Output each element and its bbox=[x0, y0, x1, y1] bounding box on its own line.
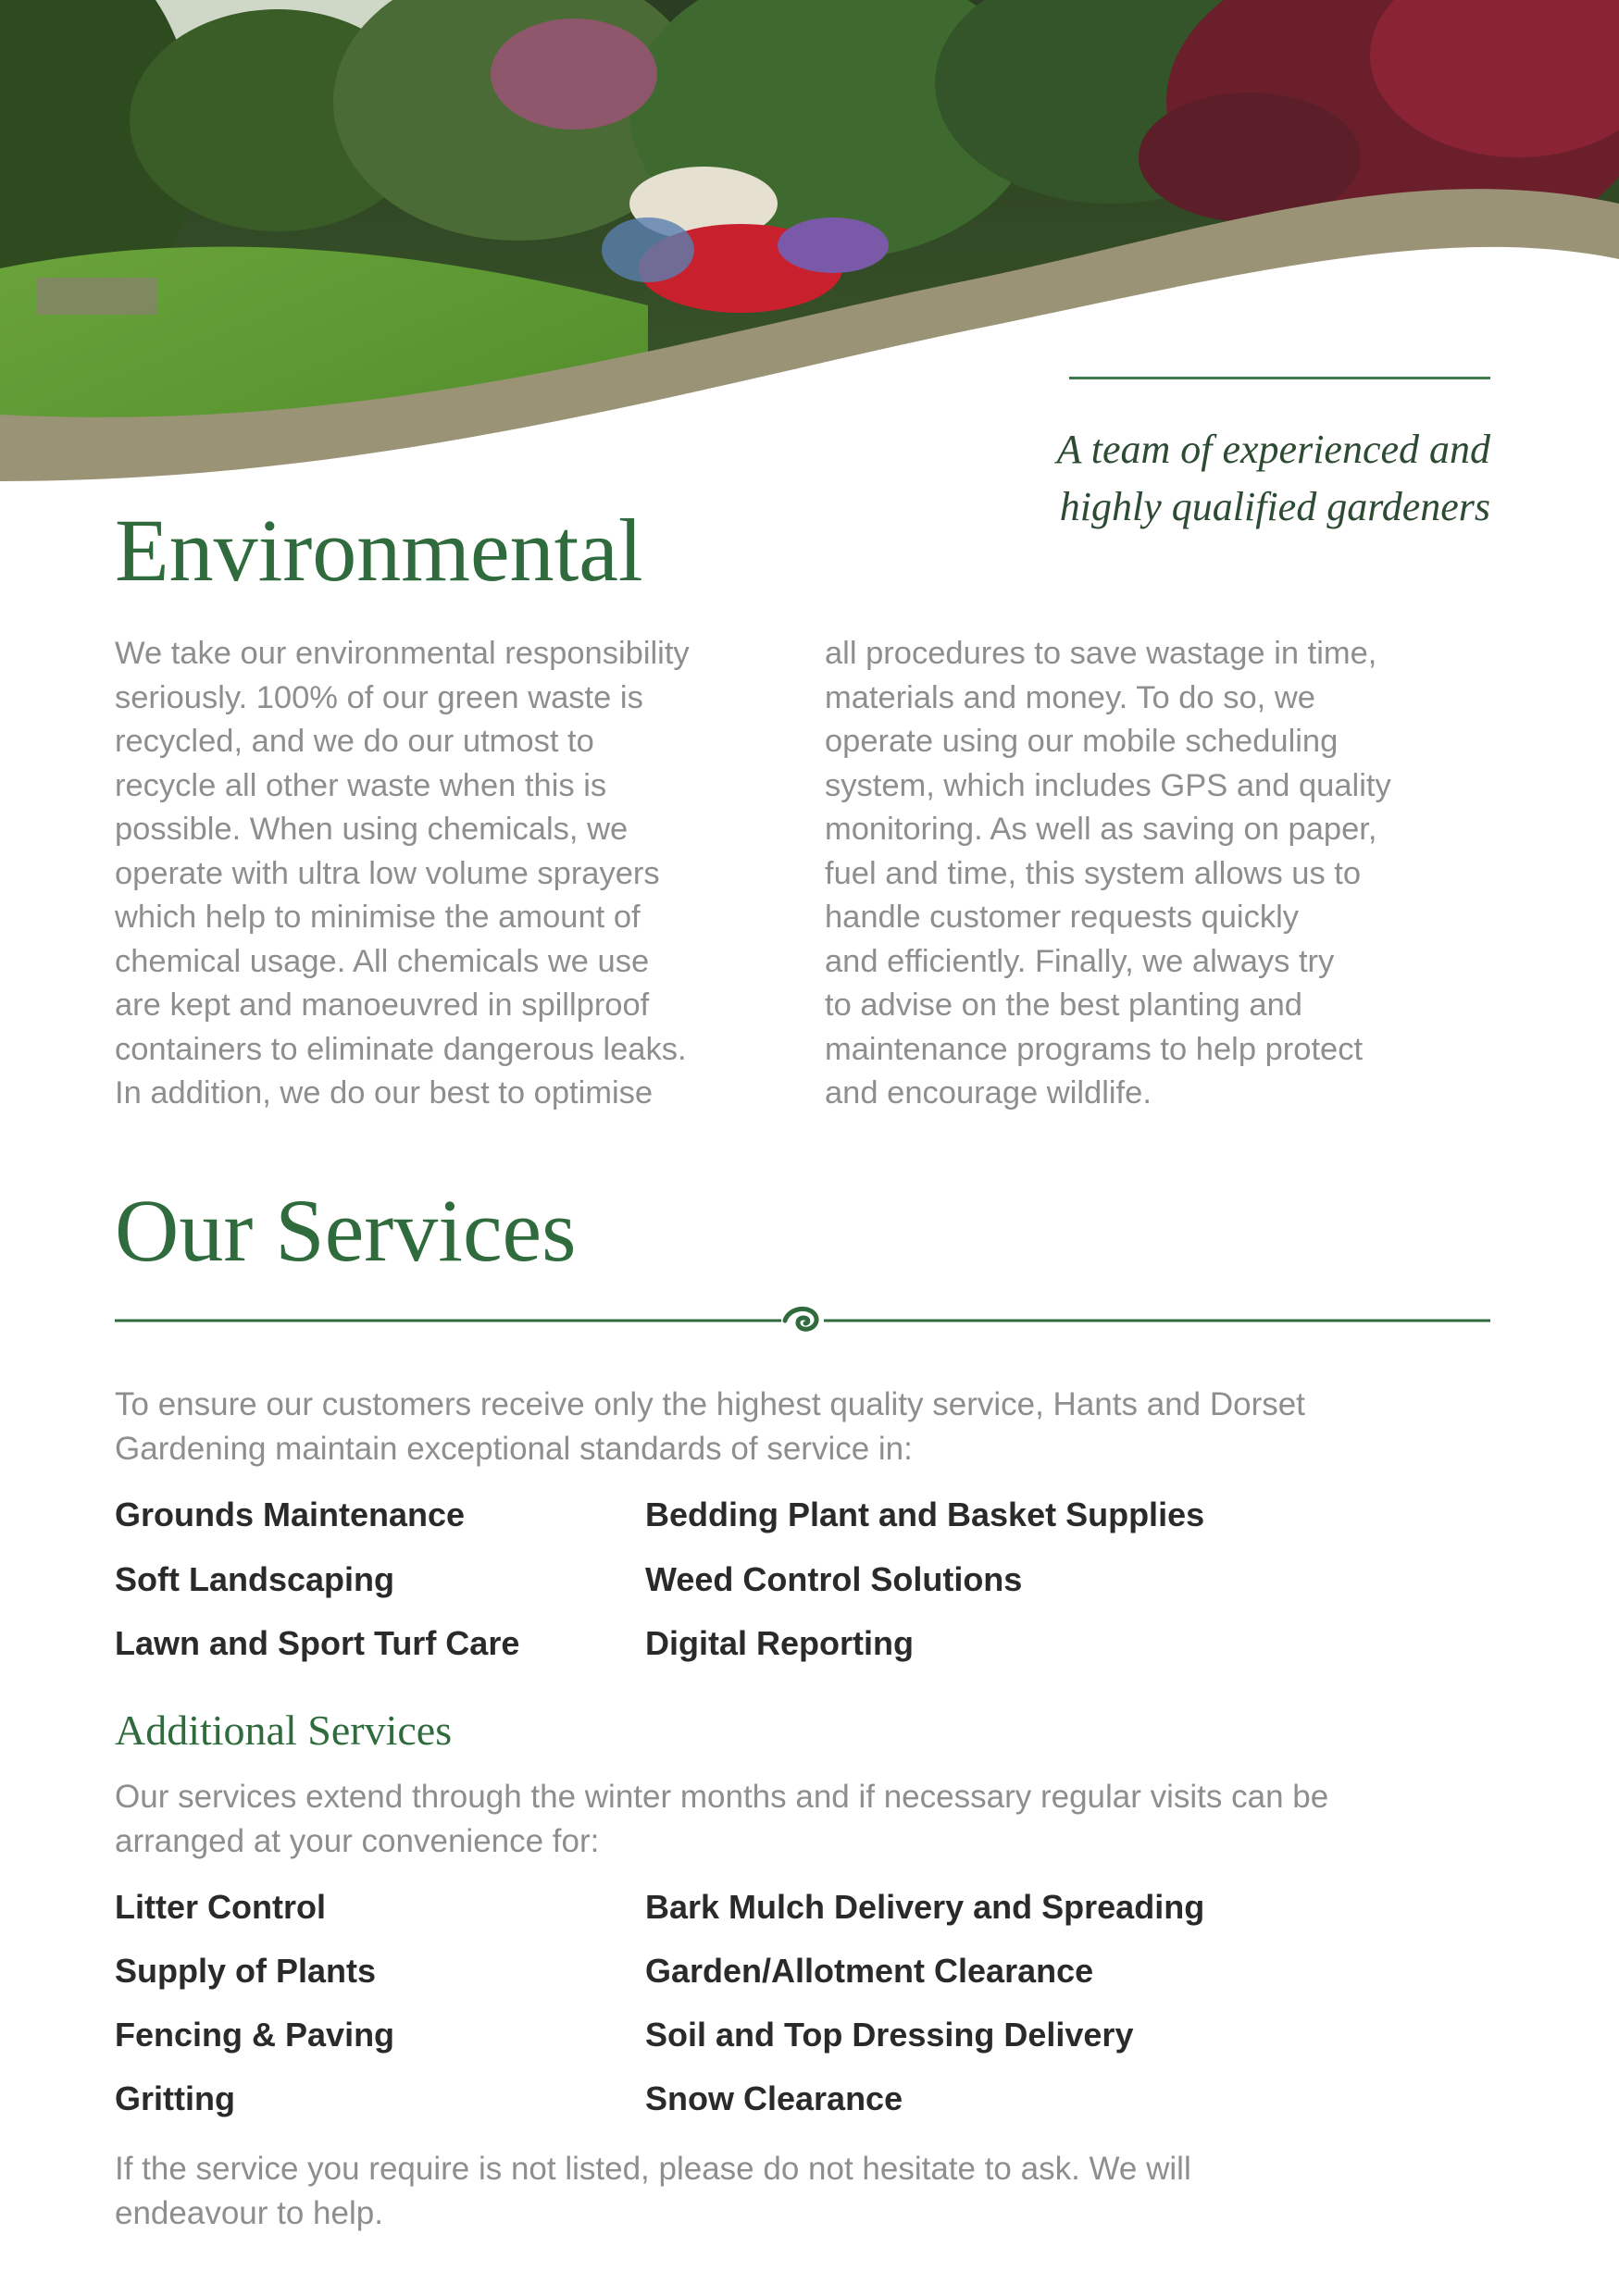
services-heading: Our Services bbox=[115, 1181, 577, 1280]
env-left-line: recycled, and we do our utmost to bbox=[115, 724, 594, 759]
closing-line-1: If the service you require is not listed, please do not hesitate to ask. We will bbox=[115, 2151, 1191, 2187]
env-left-line: possible. When using chemicals, we bbox=[115, 812, 629, 847]
service-item: Weed Control Solutions bbox=[645, 1560, 1023, 1598]
env-right-line: maintenance programs to help protect bbox=[825, 1031, 1364, 1067]
tagline-line-1: A team of experienced and bbox=[1056, 427, 1490, 472]
env-left-line: containers to eliminate dangerous leaks. bbox=[115, 1031, 687, 1067]
env-right-line: system, which includes GPS and quality bbox=[825, 767, 1391, 803]
tagline bbox=[926, 421, 1490, 536]
services-intro-line-1: To ensure our customers receive only the highest quality service, Hants and Dorset bbox=[115, 1386, 1305, 1422]
closing-note bbox=[115, 2147, 1392, 2236]
environmental-text-right bbox=[825, 632, 1501, 1116]
additional-service-item: Fencing & Paving bbox=[115, 2016, 395, 2054]
additional-service-item: Gritting bbox=[115, 2079, 235, 2117]
additional-intro-line-1: Our services extend through the winter months and if necessary regular visits can be bbox=[115, 1779, 1329, 1815]
env-left-line: which help to minimise the amount of bbox=[115, 900, 641, 935]
environmental-heading: Environmental bbox=[115, 501, 643, 600]
env-left-line: recycle all other waste when this is bbox=[115, 767, 607, 803]
env-right-line: to advise on the best planting and bbox=[825, 987, 1302, 1023]
additional-intro bbox=[115, 1775, 1494, 1864]
service-item: Grounds Maintenance bbox=[115, 1496, 466, 1533]
service-item: Bedding Plant and Basket Supplies bbox=[645, 1496, 1205, 1533]
env-right-line: handle customer requests quickly bbox=[825, 900, 1300, 935]
env-left-line: In addition, we do our best to optimise bbox=[115, 1075, 654, 1111]
tagline-line-2: highly qualified gardeners bbox=[1059, 484, 1490, 529]
env-left-line: chemical usage. All chemicals we use bbox=[115, 943, 650, 979]
additional-service-item: Soil and Top Dressing Delivery bbox=[645, 2016, 1134, 2054]
env-right-line: and efficiently. Finally, we always try bbox=[825, 943, 1335, 979]
env-left-line: We take our environmental responsibility bbox=[115, 636, 690, 671]
additional-service-item: Supply of Plants bbox=[115, 1952, 377, 1990]
service-item: Lawn and Sport Turf Care bbox=[115, 1624, 520, 1662]
service-item: Digital Reporting bbox=[645, 1624, 914, 1662]
services-intro bbox=[115, 1383, 1494, 1471]
additional-service-item: Litter Control bbox=[115, 1888, 326, 1926]
environmental-text-left bbox=[115, 632, 791, 1116]
ornament-divider bbox=[115, 1297, 1490, 1344]
closing-line-2: endeavour to help. bbox=[115, 2195, 383, 2231]
additional-service-item: Snow Clearance bbox=[645, 2079, 903, 2117]
env-left-line: seriously. 100% of our green waste is bbox=[115, 679, 643, 715]
additional-services-heading: Additional Services bbox=[115, 1706, 453, 1754]
services-intro-line-2: Gardening maintain exceptional standards of service in: bbox=[115, 1431, 913, 1467]
env-left-line: operate with ultra low volume sprayers bbox=[115, 855, 660, 891]
additional-service-item: Garden/Allotment Clearance bbox=[645, 1952, 1094, 1990]
env-right-line: monitoring. As well as saving on paper, bbox=[825, 812, 1377, 847]
env-right-line: fuel and time, this system allows us to bbox=[825, 855, 1362, 891]
env-right-line: operate using our mobile scheduling bbox=[825, 724, 1339, 759]
env-right-line: all procedures to save wastage in time, bbox=[825, 636, 1377, 671]
env-right-line: and encourage wildlife. bbox=[825, 1075, 1152, 1111]
service-item: Soft Landscaping bbox=[115, 1560, 395, 1598]
env-left-line: are kept and manoeuvred in spillproof bbox=[115, 987, 650, 1023]
env-right-line: materials and money. To do so, we bbox=[825, 679, 1315, 715]
additional-intro-line-2: arranged at your convenience for: bbox=[115, 1823, 600, 1859]
additional-service-item: Bark Mulch Delivery and Spreading bbox=[645, 1888, 1205, 1926]
tagline-rule bbox=[1069, 377, 1490, 379]
